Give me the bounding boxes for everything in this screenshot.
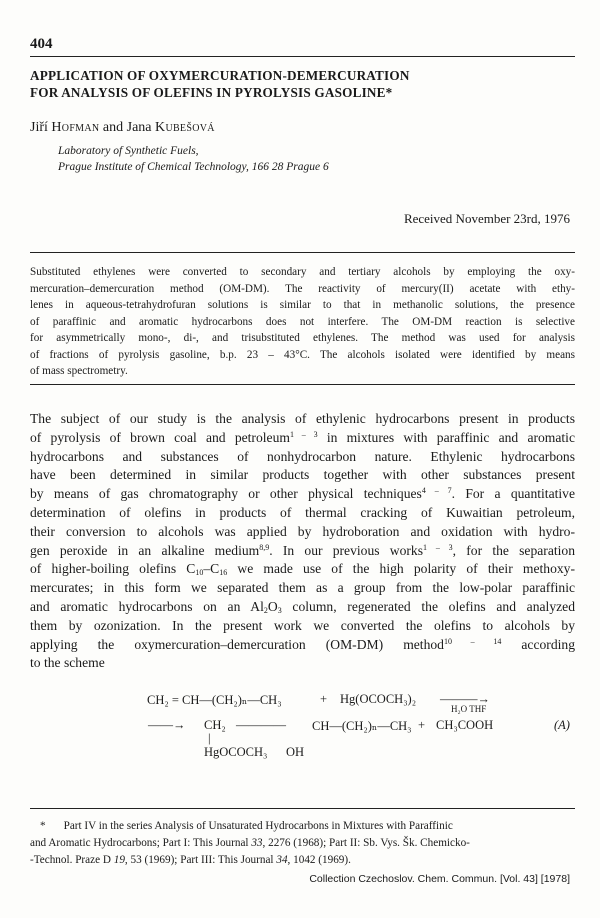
footnote-marker: * — [40, 820, 46, 832]
footnote-rule — [30, 808, 575, 809]
reagent-mercury-acetate: Hg(OCOCH₃)₂ — [340, 692, 417, 706]
affiliation-line-1: Laboratory of Synthetic Fuels, — [58, 145, 199, 157]
abstract — [30, 264, 575, 380]
citation: 1 – 3 — [289, 429, 318, 439]
header-rule — [30, 56, 575, 57]
product-chain: CH—(CH₂)ₙ—CH₃ — [312, 719, 412, 733]
abstract-line: of mass spectrometry. — [30, 365, 128, 377]
article-title — [30, 67, 575, 101]
authors — [30, 120, 215, 136]
received-date: Received November 23rd, 1976 — [403, 211, 570, 226]
body-line: their conversion to alcohols was applied by hydroboration and oxidation with hydro- — [30, 523, 575, 539]
title-line-2: FOR ANALYSIS OF OLEFINS IN PYROLYSIS GASOLINE* — [30, 85, 393, 100]
body-line: The subject of our study is the analysis of ethylenic hydrocarbons present in products — [30, 411, 575, 426]
authors-and: and — [102, 120, 124, 135]
abstract-line: of fractions of pyrolysis gasoline, b.p. 23 – 43°C. The alcohols isolated were identified by means — [30, 348, 575, 361]
body-line: to the scheme — [30, 655, 105, 671]
body-line: and aromatic hydrocarbons on an $Al_2O_3$ column, regenerated the olefins and analyzed — [30, 598, 575, 615]
plus-sign: + — [418, 718, 426, 732]
abstract-line: mercuration–demercuration method (OM-DM). The reactivity of mercury(II) acetate with ethy- — [30, 282, 575, 295]
product-ch2: CH₂ — [204, 718, 226, 732]
body-line: of pyrolysis of brown coal and petroleum$^{1 - 3}$ in mixtures with paraffinic and aromatic — [30, 429, 575, 445]
body-line: them by ozonization. In the present work we converted the olefins to alcohols by — [30, 617, 575, 633]
citation: 10 – 14 — [443, 636, 502, 646]
product-bond: ———— — [236, 718, 286, 732]
footnote-line: and Aromatic Hydrocarbons; Part I: This Journal 33, 2276 (1968); Part II: Sb. Vys. Šk. Chemicko- — [30, 837, 470, 849]
reaction-arrow: ——→ — [148, 718, 186, 732]
footnote-line: -Technol. Praze D 19, 53 (1969); Part III: This Journal 34, 1042 (1969). — [30, 854, 351, 866]
product-oh-substituent: OH — [286, 745, 305, 759]
affiliation-line-2: Prague Institute of Chemical Technology, 166 28 Prague 6 — [58, 161, 329, 173]
scheme-label: (A) — [554, 718, 570, 732]
reaction-arrow: ———→ — [440, 692, 490, 706]
body-line: applying the oxymercuration–demercuration (OM-DM) method$^{10 - 14}$ according — [30, 636, 575, 652]
abstract-top-rule — [30, 252, 575, 253]
body-line: have been determined in similar products together with other substances present — [30, 467, 575, 483]
page-number: 404 — [30, 36, 53, 52]
body-line: of higher-boiling olefins $C_{10}-C_{16}$ we made use of the high polarity of their methoxy- — [30, 561, 575, 578]
reaction-conditions: H₂O THF — [451, 704, 487, 714]
author-2-first: Jana — [126, 120, 152, 135]
product-hg-substituent: HgOCOCH₃ — [204, 745, 268, 759]
author-1-last: Hofman — [51, 120, 100, 135]
citation: 1 – 3 — [423, 542, 453, 552]
body-line: by means of gas chromatography or other physical techniques$^{4 - 7}$. For a quantitative — [30, 486, 575, 502]
abstract-bottom-rule — [30, 384, 575, 385]
citation: 4 – 7 — [421, 486, 452, 496]
body-line: mercurates; in this form we separated them as a group from the low-polar paraffinic — [30, 580, 575, 596]
plus-sign: + — [320, 692, 328, 706]
title-line-1: APPLICATION OF OXYMERCURATION-DEMERCURATION — [30, 68, 410, 83]
footnote — [30, 818, 575, 869]
abstract-line: of paraffinic and aromatic hydrocarbons does not interfere. The OM-DM reaction is selective — [30, 315, 575, 328]
body-text — [30, 410, 575, 673]
body-line: hydrocarbons and substances of nonhydrocarbon nature. Ethylenic hydrocarbons — [30, 448, 575, 464]
affiliation — [58, 143, 329, 175]
product-acetic-acid: CH₃COOH — [436, 718, 494, 732]
footnote-line: * Part IV in the series Analysis of Unsaturated Hydrocarbons in Mixtures with Paraffinic — [30, 818, 575, 835]
abstract-line: for asymmetrically mono-, di-, and trisubstituted ethylenes. The method was used for analysis — [30, 332, 575, 344]
reactant-olefin: CH₂ = CH—(CH₂)ₙ—CH₃ — [147, 693, 282, 707]
abstract-line: lenes in aqueous-tetrahydrofuran solutions is similar to that in methanolic solutions, the presence — [30, 299, 575, 311]
abstract-line: Substituted ethylenes were converted to secondary and tertiary alcohols by employing the oxy- — [30, 266, 575, 278]
journal-footer: Collection Czechoslov. Chem. Commun. [Vol. 43] [1978] — [309, 873, 570, 885]
body-line: determination of olefins in products of thermal cracking of Kuwaitian petroleum, — [30, 504, 575, 520]
author-1-first: Jiří — [30, 120, 48, 135]
bond-vertical: | — [208, 731, 211, 745]
author-2-last: Kubešová — [155, 120, 215, 135]
citation: 8,9 — [259, 542, 270, 552]
body-line: gen peroxide in an alkaline medium$^{8,9}$. In our previous works$^{1 - 3}$, for the separation — [30, 542, 576, 558]
